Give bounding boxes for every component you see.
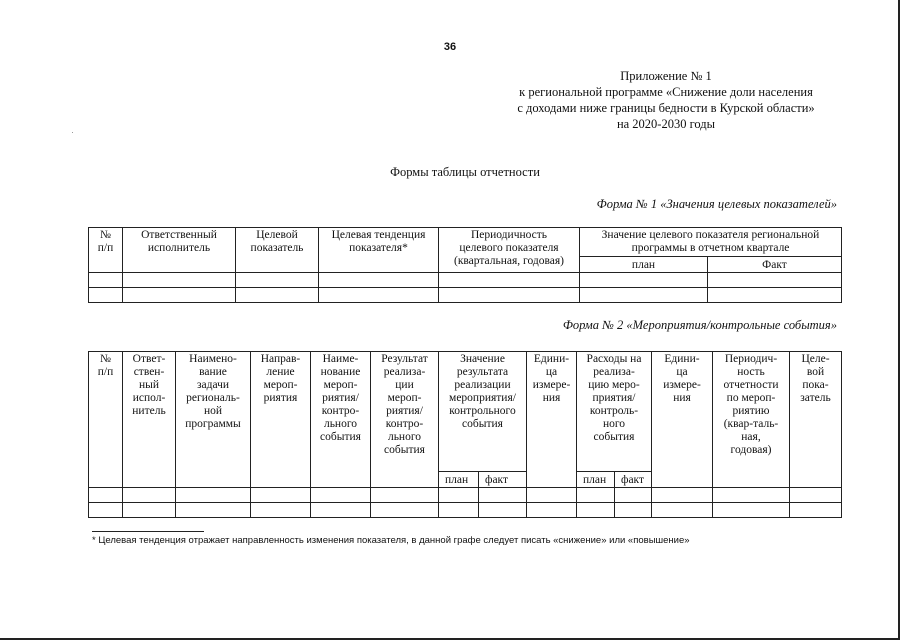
form2-row-empty bbox=[89, 488, 842, 503]
form2-caption: Форма № 2 «Мероприятия/контрольные события» bbox=[562, 318, 837, 332]
appendix-line-1: Приложение № 1 bbox=[620, 69, 712, 83]
footnote: * Целевая тенденция отражает направленность изменения показателя, в данной графе следует писать «снижение» или «повышение» bbox=[92, 535, 690, 546]
form2-header-result-value: Значение результата реализации мероприятия/ контрольного события bbox=[439, 352, 527, 472]
form1-caption: Форма № 1 «Значения целевых показателей» bbox=[596, 197, 837, 211]
form2-table bbox=[88, 351, 842, 518]
form1-header-value: Значение целевого показателя региональной программы в отчетном квартале bbox=[580, 228, 842, 257]
form2-header-indicator: Целе- вой пока- затель bbox=[790, 352, 842, 488]
form1-header-plan: план bbox=[580, 257, 708, 273]
form1-header-num: № п/п bbox=[89, 228, 123, 273]
form2-header-executor: Ответ- ствен- ный испол- нитель bbox=[123, 352, 176, 488]
form2-header-direction: Направ- ление мероп- риятия bbox=[251, 352, 311, 488]
form2-header-unit-1: Едини- ца измере- ния bbox=[527, 352, 577, 488]
form2-header-task: Наимено- вание задачи региональ- ной программы bbox=[176, 352, 251, 488]
form2-header-result: Результат реализа- ции мероп- риятия/ контро- льного события bbox=[371, 352, 439, 488]
form2-header-unit-2: Едини- ца измере- ния bbox=[652, 352, 713, 488]
form2-header-num: № п/п bbox=[89, 352, 123, 488]
form2-header-fact-1: факт bbox=[479, 472, 527, 488]
form1-row-empty bbox=[89, 273, 842, 288]
form2-header-expenses: Расходы на реализа- цию меро- приятия/ контроль- ного события bbox=[577, 352, 652, 472]
form1-header-indicator: Целевой показатель bbox=[236, 228, 319, 273]
appendix-header bbox=[476, 68, 856, 132]
form1-table bbox=[88, 227, 842, 303]
page-number: 36 bbox=[443, 41, 457, 53]
form2-row-empty bbox=[89, 503, 842, 518]
form1-header-tendency: Целевая тенденция показателя* bbox=[319, 228, 439, 273]
footnote-separator bbox=[92, 531, 204, 532]
form1-header-fact: Факт bbox=[708, 257, 842, 273]
scan-speck bbox=[72, 132, 73, 133]
form2-header-event-name: Наиме- нование мероп- риятия/ контро- льного события bbox=[311, 352, 371, 488]
form2-header-plan-1: план bbox=[439, 472, 479, 488]
appendix-line-2: к региональной программе «Снижение доли населения bbox=[519, 85, 813, 99]
form2-header-plan-2: план bbox=[577, 472, 615, 488]
appendix-line-3: с доходами ниже границы бедности в Курской области» bbox=[517, 101, 815, 115]
forms-title: Формы таблицы отчетности bbox=[390, 165, 540, 179]
form2-header-fact-2: факт bbox=[615, 472, 652, 488]
form1-header-executor: Ответственный исполнитель bbox=[123, 228, 236, 273]
form1-row-empty bbox=[89, 288, 842, 303]
form1-header-periodicity: Периодичность целевого показателя (квартальная, годовая) bbox=[439, 228, 580, 273]
appendix-line-4: на 2020-2030 годы bbox=[616, 117, 716, 131]
form2-header-periodicity: Периодич- ность отчетности по мероп- риятию (квар-таль- ная, годовая) bbox=[713, 352, 790, 488]
